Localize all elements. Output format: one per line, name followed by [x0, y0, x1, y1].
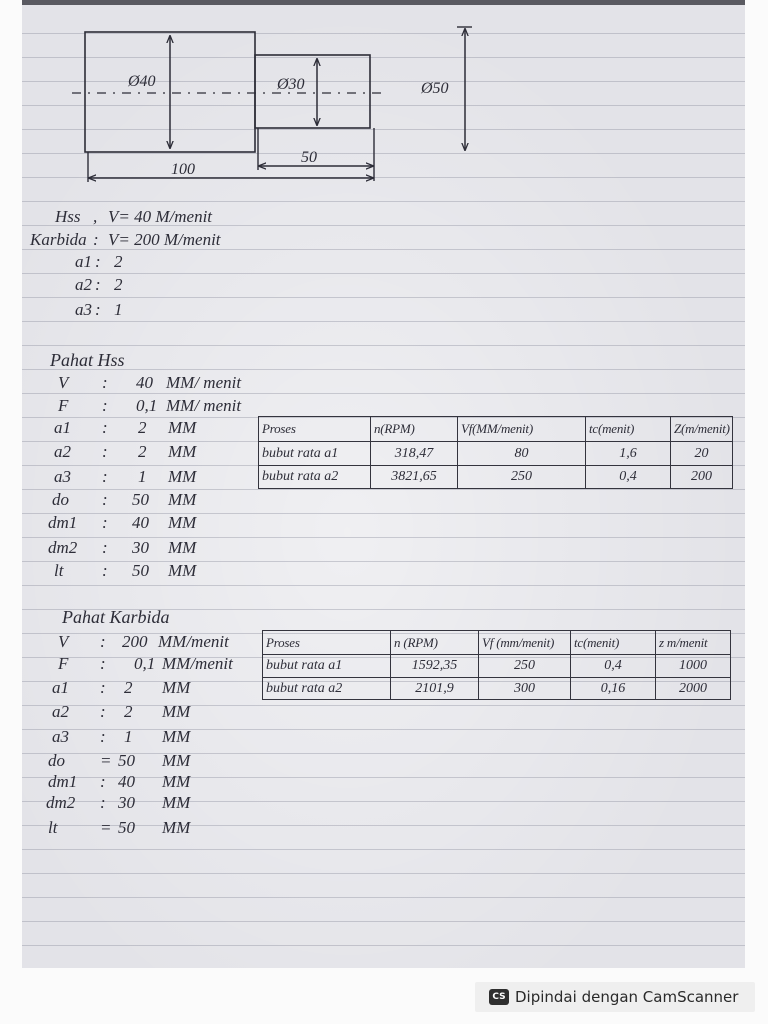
cell-rpm: 2101,9	[391, 678, 479, 700]
shaft-drawing	[0, 0, 768, 200]
column-header-rpm: n (RPM)	[391, 631, 479, 655]
small-diameter-section	[255, 55, 370, 128]
dia-small-label: Ø30	[277, 76, 305, 93]
section-title: Pahat Hss	[50, 350, 125, 370]
separator: :	[95, 252, 101, 271]
separator: :	[102, 538, 108, 557]
param-label: do	[52, 490, 69, 509]
separator: =	[100, 751, 112, 770]
depth-value: 2	[114, 252, 123, 271]
param-value: 1	[124, 727, 133, 746]
param-value: 2	[138, 442, 147, 461]
param-unit: MM	[162, 751, 191, 770]
depth-label: a1	[75, 252, 92, 271]
param-value: 1	[138, 467, 147, 486]
separator: :	[100, 793, 106, 812]
param-label: lt	[48, 818, 58, 837]
cell-removal-rate: 1000	[656, 655, 731, 678]
tool-speed-value: V= 200 M/menit	[108, 230, 221, 249]
param-label: dm1	[48, 772, 78, 791]
section-title: Pahat Karbida	[62, 607, 170, 627]
separator: :	[95, 275, 101, 294]
param-value: 40	[132, 513, 149, 532]
param-value: 0,1	[136, 396, 158, 415]
param-unit: MM	[168, 538, 197, 557]
separator: =	[100, 818, 112, 837]
column-header-rpm: n(RPM)	[371, 417, 458, 442]
length-total-label: 100	[171, 161, 195, 178]
karbida-section-title	[0, 607, 768, 627]
depth-label: a2	[75, 275, 92, 294]
param-unit: MM	[168, 442, 197, 461]
column-header-cutting-time: tc(menit)	[571, 631, 656, 655]
cell-feed-rate: 80	[458, 442, 586, 466]
param-value: 2	[124, 702, 133, 721]
table-header-row	[259, 417, 733, 442]
karbida-results-table	[262, 630, 731, 700]
table-row	[263, 678, 731, 700]
param-unit: MM/ menit	[166, 373, 242, 392]
param-unit: MM	[162, 793, 191, 812]
camscanner-logo: CS	[489, 989, 509, 1005]
table-header-row	[263, 631, 731, 655]
separator: :	[102, 396, 108, 415]
param-label: dm1	[48, 513, 78, 532]
param-label: F	[58, 654, 69, 673]
separator: :	[100, 727, 106, 746]
karbida-param-a2	[0, 702, 768, 722]
table-row	[259, 442, 733, 466]
separator: :	[100, 772, 106, 791]
param-label: a3	[52, 727, 69, 746]
hss-section-title	[0, 350, 768, 370]
param-label: a2	[54, 442, 71, 461]
cell-process: bubut rata a2	[263, 678, 391, 700]
param-value: 50	[132, 490, 149, 509]
cell-feed-rate: 250	[458, 466, 586, 489]
param-value: 50	[118, 818, 135, 837]
depth-label: a3	[75, 300, 92, 319]
hss-param-dm1	[0, 513, 768, 533]
cell-rpm: 1592,35	[391, 655, 479, 678]
param-value: 2	[124, 678, 133, 697]
cell-cutting-time: 0,4	[571, 655, 656, 678]
separator: :	[102, 373, 108, 392]
param-label: do	[48, 751, 65, 770]
column-header-cutting-time: tc(menit)	[586, 417, 671, 442]
separator: :	[102, 490, 108, 509]
hss-param-lt	[0, 561, 768, 581]
param-unit: MM	[162, 727, 191, 746]
param-value: 50	[118, 751, 135, 770]
table-row	[259, 466, 733, 489]
param-label: V	[58, 632, 69, 651]
dia-large-label: Ø40	[128, 73, 156, 90]
cell-process: bubut rata a2	[259, 466, 371, 489]
param-label: a2	[52, 702, 69, 721]
param-label: a1	[54, 418, 71, 437]
column-header-feed-rate: Vf(MM/menit)	[458, 417, 586, 442]
param-unit: MM/ menit	[166, 396, 242, 415]
cell-process: bubut rata a1	[263, 655, 391, 678]
cell-cutting-time: 1,6	[586, 442, 671, 466]
param-value: 50	[132, 561, 149, 580]
param-unit: MM	[168, 490, 197, 509]
cell-cutting-time: 0,16	[571, 678, 656, 700]
depth-a3	[0, 300, 768, 320]
param-unit: MM	[168, 513, 197, 532]
karbida-param-lt	[0, 818, 768, 838]
param-value: 200	[122, 632, 148, 651]
param-label: a1	[52, 678, 69, 697]
separator: :	[100, 654, 106, 673]
hss-param-dm2	[0, 538, 768, 558]
tool-speed-value: V= 40 M/menit	[108, 207, 213, 226]
separator: :	[102, 418, 108, 437]
tool-speed-karbida	[0, 230, 768, 250]
param-unit: MM	[162, 818, 191, 837]
length-step-label: 50	[301, 149, 317, 166]
separator: :	[102, 513, 108, 532]
param-value: 30	[118, 793, 135, 812]
separator: :	[100, 632, 106, 651]
cell-feed-rate: 250	[479, 655, 571, 678]
watermark-text: Dipindai dengan CamScanner	[515, 988, 739, 1006]
param-value: 40	[118, 772, 135, 791]
depth-value: 2	[114, 275, 123, 294]
param-value: 40	[136, 373, 153, 392]
tool-speed-hss	[0, 207, 768, 227]
param-unit: MM	[168, 561, 197, 580]
separator: :	[93, 230, 99, 249]
param-label: dm2	[46, 793, 76, 812]
param-label: lt	[54, 561, 64, 580]
separator: :	[95, 300, 101, 319]
column-header-process: Proses	[259, 417, 371, 442]
hss-param-do	[0, 490, 768, 510]
separator: :	[102, 467, 108, 486]
karbida-param-a3	[0, 727, 768, 747]
karbida-param-dm2	[0, 793, 768, 813]
param-value: 30	[132, 538, 149, 557]
tool-label: Hss	[55, 207, 81, 226]
cell-process: bubut rata a1	[259, 442, 371, 466]
param-unit: MM	[168, 418, 197, 437]
column-header-removal-rate: Z(m/menit)	[671, 417, 733, 442]
separator: :	[100, 678, 106, 697]
hss-param-f	[0, 396, 768, 416]
param-unit: MM	[162, 678, 191, 697]
column-header-feed-rate: Vf (mm/menit)	[479, 631, 571, 655]
param-value: 2	[138, 418, 147, 437]
table-row	[263, 655, 731, 678]
column-header-removal-rate: z m/menit	[656, 631, 731, 655]
separator: :	[102, 442, 108, 461]
param-label: F	[58, 396, 69, 415]
param-unit: MM	[168, 467, 197, 486]
hss-results-table	[258, 416, 733, 489]
cell-feed-rate: 300	[479, 678, 571, 700]
param-value: 0,1	[134, 654, 156, 673]
param-label: dm2	[48, 538, 78, 557]
cell-removal-rate: 200	[671, 466, 733, 489]
karbida-param-dm1	[0, 772, 768, 792]
cell-rpm: 3821,65	[371, 466, 458, 489]
param-unit: MM/menit	[162, 654, 233, 673]
param-label: a3	[54, 467, 71, 486]
tool-label: Karbida	[30, 230, 87, 249]
cell-removal-rate: 2000	[656, 678, 731, 700]
depth-value: 1	[114, 300, 123, 319]
hss-param-v	[0, 373, 768, 393]
dia-stock-label: Ø50	[421, 80, 449, 97]
separator: :	[102, 561, 108, 580]
karbida-param-do	[0, 751, 768, 771]
cell-removal-rate: 20	[671, 442, 733, 466]
param-label: V	[58, 373, 69, 392]
cell-cutting-time: 0,4	[586, 466, 671, 489]
param-unit: MM/menit	[158, 632, 229, 651]
column-header-process: Proses	[263, 631, 391, 655]
cell-rpm: 318,47	[371, 442, 458, 466]
param-unit: MM	[162, 702, 191, 721]
depth-a2	[0, 275, 768, 295]
param-unit: MM	[162, 772, 191, 791]
scanner-watermark	[475, 982, 755, 1012]
separator: ,	[93, 207, 98, 226]
depth-a1	[0, 252, 768, 272]
separator: :	[100, 702, 106, 721]
